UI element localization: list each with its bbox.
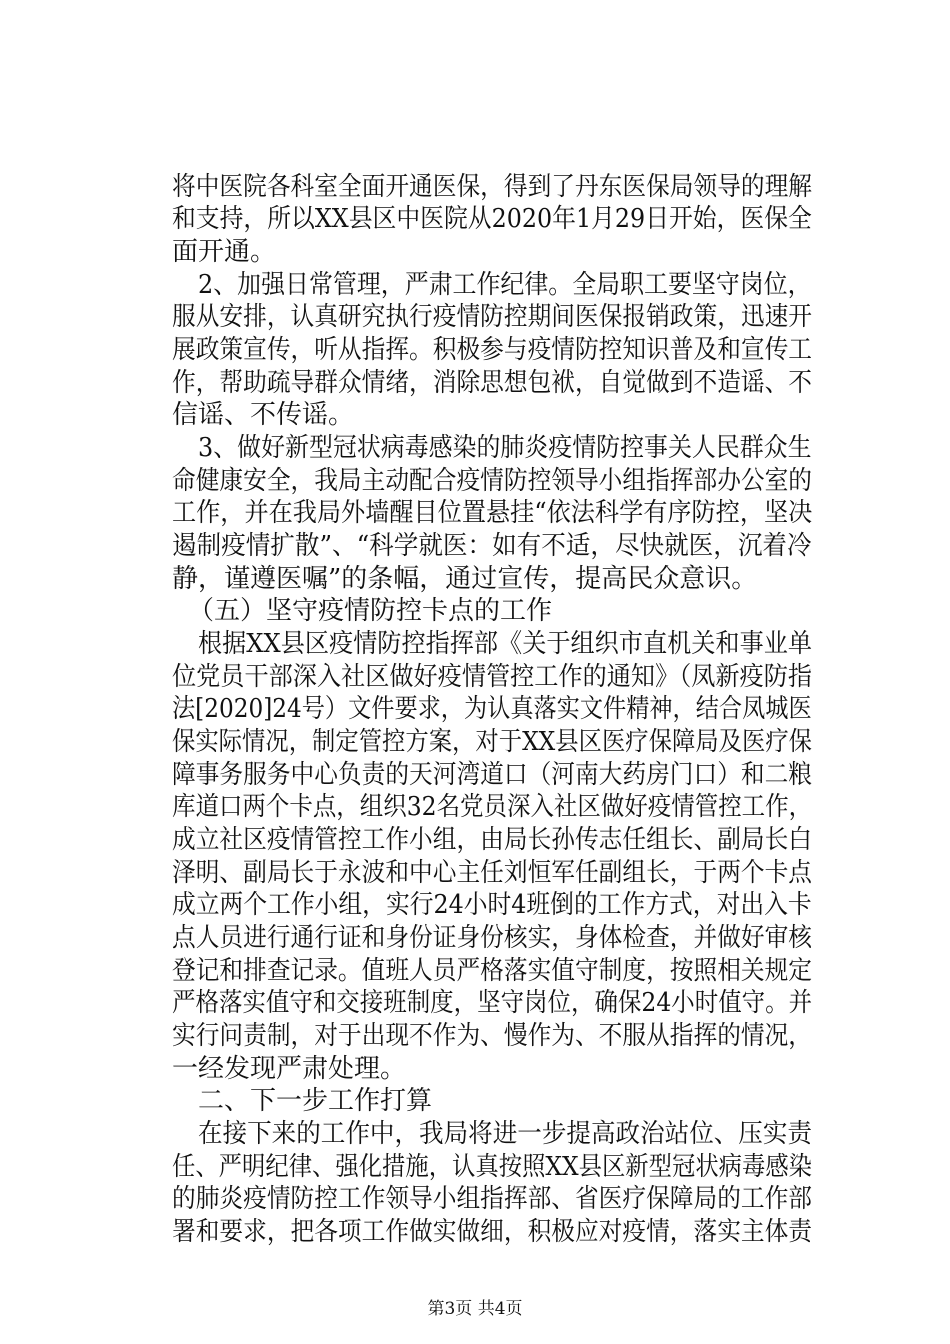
text-line: 成立两个工作小组，实行24小时4班倒的工作方式，对出入卡 — [172, 890, 812, 920]
text-line: 障事务服务中心负责的天河湾道口（河南大药房门口）和二粮 — [172, 760, 813, 790]
text-line: 严格落实值守和交接班制度，坚守岗位，确保24小时值守。并 — [172, 988, 813, 1018]
text-line: 实行问责制，对于出现不作为、慢作为、不服从指挥的情况， — [172, 1021, 813, 1051]
section-heading: 二、下一步工作打算 — [198, 1086, 433, 1116]
text-line: 一经发现严肃处理。 — [172, 1054, 407, 1084]
paragraph-first-line: 在接下来的工作中，我局将进一步提高政治站位、压实责 — [198, 1119, 813, 1149]
text-line: 的肺炎疫情防控工作领导小组指挥部、省医疗保障局的工作部 — [172, 1184, 813, 1214]
text-line: 将中医院各科室全面开通医保，得到了丹东医保局领导的理解 — [172, 172, 813, 202]
text-line: 法[2020]24号）文件要求，为认真落实文件精神，结合凤城医 — [172, 694, 812, 724]
text-line: 泽明、副局长于永波和中心主任刘恒军任副组长，于两个卡点 — [172, 858, 813, 888]
text-line: 和支持，所以XX县区中医院从2020年1月29日开始，医保全 — [172, 204, 812, 234]
text-line: 任、严明纪律、强化措施，认真按照XX县区新型冠状病毒感染 — [172, 1152, 813, 1182]
text-line: 信谣、不传谣。 — [172, 400, 355, 430]
text-line: 面开通。 — [172, 237, 277, 267]
page-number-footer: 第3页 共4页 — [427, 1299, 523, 1319]
text-line: 作，帮助疏导群众情绪，消除思想包袱，自觉做到不造谣、不 — [172, 368, 813, 398]
text-line: 命健康安全，我局主动配合疫情防控领导小组指挥部办公室的 — [172, 466, 813, 496]
text-line: 服从安排，认真研究执行疫情防控期间医保报销政策，迅速开 — [172, 302, 813, 332]
paragraph-first-line: 2、加强日常管理，严肃工作纪律。全局职工要坚守岗位， — [198, 270, 812, 300]
paragraph-first-line: 3、做好新型冠状病毒感染的肺炎疫情防控事关人民群众生 — [198, 433, 812, 463]
text-line: 遏制疫情扩散”、“科学就医：如有不适，尽快就医，沉着冷 — [172, 531, 812, 561]
text-line: 库道口两个卡点，组织32名党员深入社区做好疫情管控工作， — [172, 792, 813, 822]
text-line: 静，谨遵医嘱”的条幅，通过宣传，提高民众意识。 — [172, 564, 758, 594]
text-line: 保实际情况，制定管控方案，对于XX县区医疗保障局及医疗保 — [172, 727, 813, 757]
text-line: 点人员进行通行证和身份证身份核实，身体检查，并做好审核 — [172, 923, 813, 953]
text-line: 展政策宣传，听从指挥。积极参与疫情防控知识普及和宣传工 — [172, 335, 813, 365]
text-line: 登记和排查记录。值班人员严格落实值守制度，按照相关规定 — [172, 956, 813, 986]
text-line: 署和要求，把各项工作做实做细，积极应对疫情，落实主体责 — [172, 1217, 813, 1247]
section-heading: （五）坚守疫情防控卡点的工作 — [188, 596, 553, 626]
text-line: 成立社区疫情管控工作小组，由局长孙传志任组长、副局长白 — [172, 825, 813, 855]
paragraph-first-line: 根据XX县区疫情防控指挥部《关于组织市直机关和事业单 — [198, 629, 813, 659]
text-line: 工作，并在我局外墙醒目位置悬挂“依法科学有序防控，坚决 — [172, 498, 813, 528]
text-line: 位党员干部深入社区做好疫情管控工作的通知》（凤新疫防指 — [172, 662, 813, 692]
